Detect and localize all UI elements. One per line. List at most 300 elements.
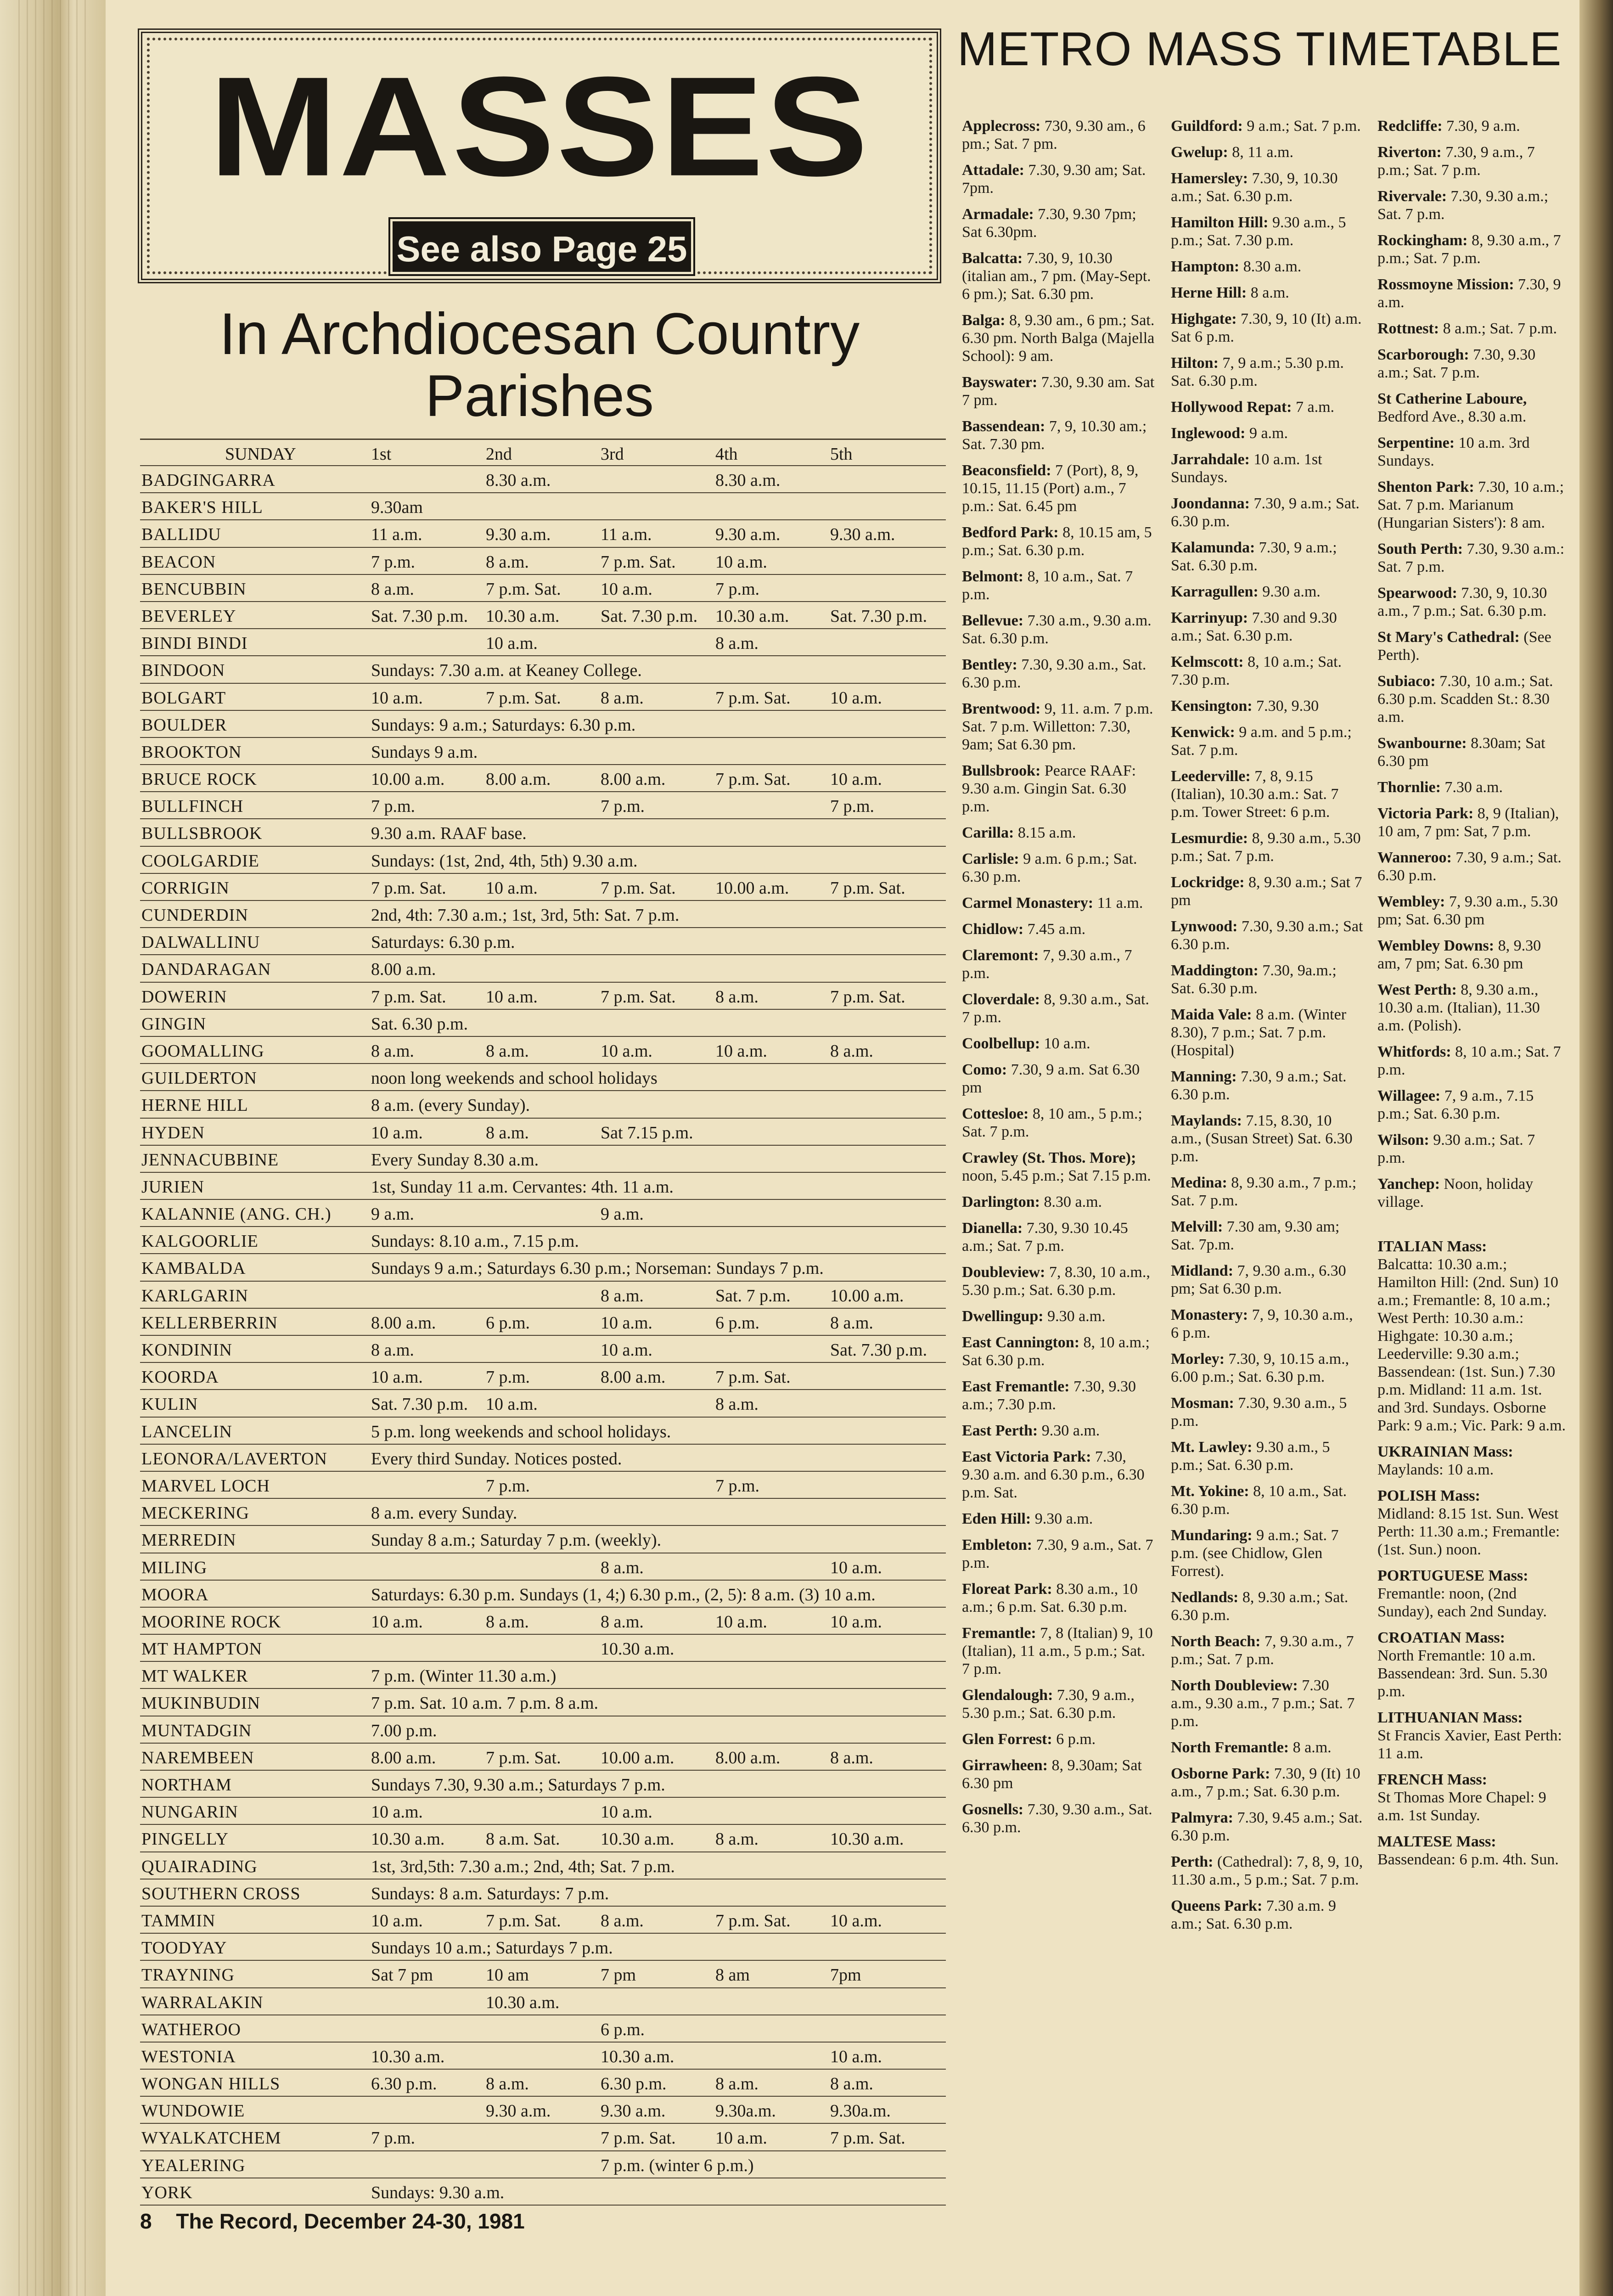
- mass-time-cell: 10 a.m.: [715, 2128, 767, 2148]
- parish-label: North Doubleview:: [1171, 1677, 1298, 1694]
- parish-times: 7.30 a.m. 9 a.m.; Sat. 6.30 p.m.: [1171, 1897, 1336, 1932]
- mass-time-cell: Sat. 7.30 p.m.: [830, 1340, 927, 1360]
- parish-name: MUKINBUDIN: [141, 1694, 261, 1713]
- mass-times: Sundays 9 a.m.; Saturdays 6.30 p.m.; Norseman: Sundays 7 p.m.: [371, 1259, 824, 1278]
- language-mass-block: [1377, 1629, 1566, 1700]
- parish-name: BEACON: [141, 552, 216, 572]
- mass-time-cell: 10 a.m.: [830, 1911, 882, 1930]
- parish-label: Bellevue:: [962, 612, 1024, 629]
- mass-time-cell: 7 p.m.: [715, 579, 760, 599]
- book-binding: [0, 0, 106, 2296]
- parish-label: Belmont:: [962, 568, 1024, 585]
- parish-name: DOWERIN: [141, 987, 227, 1007]
- metro-entry: [1377, 1175, 1566, 1211]
- metro-entry: [1377, 1043, 1566, 1079]
- parish-times: 8 a.m.: [1293, 1739, 1332, 1756]
- language-mass-block: [1377, 1487, 1566, 1559]
- mass-time-cell: 8 a.m.: [715, 1829, 759, 1849]
- metro-entry: [962, 894, 1155, 912]
- metro-entry: [1171, 1174, 1364, 1210]
- language-mass-block: [1377, 1771, 1566, 1824]
- language-mass-heading: CROATIAN Mass:: [1377, 1629, 1505, 1646]
- parish-times: 9.30 a.m.: [1262, 583, 1321, 600]
- metro-entry: [962, 161, 1155, 197]
- metro-entry: [1171, 1739, 1364, 1756]
- table-row: [140, 1608, 946, 1635]
- language-mass-heading: ITALIAN Mass:: [1377, 1238, 1487, 1255]
- parish-label: Cloverdale:: [962, 991, 1040, 1008]
- table-row: [140, 1771, 946, 1798]
- metro-entry: [1171, 1632, 1364, 1668]
- mass-time-cell: 7 p.m.: [715, 1476, 760, 1496]
- metro-entry: [1171, 1112, 1364, 1165]
- parish-name: NORTHAM: [141, 1775, 232, 1795]
- parish-name: YEALERING: [141, 2155, 246, 2175]
- metro-entry: [962, 762, 1155, 816]
- metro-entry: [1171, 1588, 1364, 1624]
- metro-entry: [962, 311, 1155, 365]
- parish-label: Karragullen:: [1171, 583, 1259, 600]
- parish-label: Armadale:: [962, 206, 1034, 223]
- column-header: 3rd: [601, 445, 624, 464]
- metro-entry: [1377, 805, 1566, 840]
- parish-name: JURIEN: [141, 1177, 204, 1197]
- parish-times: 10 a.m. 3rd Sundays.: [1377, 434, 1530, 469]
- table-row: [140, 928, 946, 955]
- mass-times: 9.30 a.m. RAAF base.: [371, 824, 527, 844]
- metro-entry: [1377, 434, 1566, 470]
- parish-times: 8, 10 am., 5 p.m.; Sat. 7 p.m.: [962, 1105, 1142, 1140]
- parish-times: 8 a.m. (Winter 8.30), 7 p.m.; Sat. 7 p.m. (Hospital): [1171, 1006, 1347, 1059]
- metro-entry: [1171, 653, 1364, 689]
- table-row: [140, 466, 946, 493]
- parish-times: 7.30, 9 a.m.; Sat. 6.30 p.m.: [1171, 495, 1360, 530]
- mass-time-cell: 10 a.m.: [715, 1612, 767, 1632]
- parish-times: 9.30 a.m.: [1034, 1510, 1093, 1527]
- metro-entry: [962, 1334, 1155, 1369]
- mass-time-cell: 10 a.m.: [715, 1041, 767, 1061]
- metro-entry: [1377, 628, 1566, 664]
- mass-time-cell: 8.30 a.m.: [486, 471, 551, 490]
- mass-time-cell: 10.30 a.m.: [601, 1829, 674, 1849]
- parish-times: 11 a.m.: [1097, 895, 1143, 912]
- parish-times: 7.30, 9, 10.30 a.m., 7 p.m.; Sat. 6.30 p.m.: [1377, 585, 1547, 619]
- mass-time-cell: 10.00 a.m.: [601, 1748, 674, 1767]
- parish-label: Carilla:: [962, 824, 1014, 841]
- parish-label: Wembley:: [1377, 893, 1445, 910]
- table-row: [140, 1581, 946, 1608]
- table-row: [140, 1091, 946, 1118]
- metro-entry: [1171, 1262, 1364, 1298]
- parish-label: Floreat Park:: [962, 1581, 1052, 1598]
- parish-name: BULLFINCH: [141, 797, 244, 816]
- table-row: [140, 1553, 946, 1581]
- parish-times: 7.30, 9.30 a.m.; 7.30 p.m.: [962, 1378, 1136, 1413]
- language-mass-times: St Francis Xavier, East Perth: 11 a.m.: [1377, 1727, 1562, 1762]
- metro-entry: [1171, 1677, 1364, 1730]
- mass-time-cell: 7 p.m. Sat.: [601, 987, 676, 1007]
- parish-name: MOORINE ROCK: [141, 1612, 281, 1632]
- parish-label: Mosman:: [1171, 1395, 1234, 1412]
- table-row: [140, 1336, 946, 1363]
- mass-time-cell: 9.30 a.m.: [830, 525, 895, 545]
- page-number: 8: [140, 2209, 152, 2233]
- parish-name: SOUTHERN CROSS: [141, 1884, 301, 1903]
- mass-time-cell: 9.30am: [371, 498, 423, 518]
- parish-label: Mt. Lawley:: [1171, 1439, 1253, 1456]
- metro-entry: [1171, 117, 1364, 135]
- parish-label: Thornlie:: [1377, 779, 1441, 796]
- parish-times: 9, 11. a.m. 7 p.m. Sat. 7 p.m. Willetton: 7.30, 9am; Sat 6.30 pm.: [962, 700, 1153, 753]
- table-row: [140, 1744, 946, 1771]
- mass-times: Sunday 8 a.m.; Saturday 7 p.m. (weekly).: [371, 1531, 662, 1550]
- table-row: [140, 629, 946, 656]
- metro-entry: [962, 568, 1155, 603]
- parish-name: KULIN: [141, 1395, 198, 1414]
- mass-time-cell: 10 a.m.: [601, 579, 652, 599]
- mass-time-cell: Sat. 7.30 p.m.: [830, 606, 927, 626]
- mass-times: Every Sunday 8.30 a.m.: [371, 1150, 539, 1170]
- metro-entry: [1171, 284, 1364, 302]
- parish-times: 7.30, 9.30 a.m. and 6.30 p.m., 6.30 p.m. Sat.: [962, 1448, 1145, 1501]
- parish-times: 9 a.m.; Sat. 7 p.m.: [1247, 118, 1361, 135]
- parish-name: CUNDERDIN: [141, 906, 248, 925]
- parish-times: 7.30, 9.30 7pm; Sat 6.30pm.: [962, 206, 1136, 241]
- table-row: [140, 684, 946, 711]
- metro-entry: [962, 1756, 1155, 1792]
- parish-times: 7, 8.30, 10 a.m., 5.30 p.m.; Sat. 6.30 p.m.: [962, 1264, 1150, 1299]
- parish-label: Leederville:: [1171, 768, 1251, 785]
- mass-times: 2nd, 4th: 7.30 a.m.; 1st, 3rd, 5th: Sat. 7 p.m.: [371, 906, 680, 925]
- table-row: [140, 1445, 946, 1472]
- parish-times: 7.30 am, 9.30 am; Sat. 7p.m.: [1171, 1218, 1340, 1253]
- parish-label: Herne Hill:: [1171, 284, 1247, 301]
- table-row: [140, 874, 946, 901]
- parish-times: 8, 9.30am; Sat 6.30 pm: [962, 1757, 1142, 1792]
- mass-time-cell: 7 p.m. (winter 6 p.m.): [601, 2155, 754, 2175]
- metro-entry: [1377, 231, 1566, 267]
- parish-label: North Fremantle:: [1171, 1739, 1289, 1756]
- mass-time-cell: 9.30 a.m.: [715, 525, 781, 545]
- mass-time-cell: 8 a.m.: [601, 1612, 644, 1632]
- parish-label: Embleton:: [962, 1536, 1032, 1553]
- parish-times: 8, 9.30 a.m., Sat. 7 p.m.: [962, 991, 1149, 1026]
- table-row: [140, 1961, 946, 1988]
- mass-time-cell: 11 a.m.: [601, 525, 652, 545]
- masses-header-box: [138, 28, 941, 283]
- metro-entry: [962, 1307, 1155, 1325]
- parish-times: 9 a.m. and 5 p.m.; Sat. 7 p.m.: [1171, 724, 1352, 759]
- language-mass-heading: PORTUGUESE Mass:: [1377, 1567, 1529, 1584]
- metro-entry: [1377, 117, 1566, 135]
- parish-label: Bullsbrook:: [962, 762, 1041, 779]
- parish-label: Maida Vale:: [1171, 1006, 1252, 1023]
- language-mass-times: Balcatta: 10.30 a.m.; Hamilton Hill: (2nd. Sun) 10 a.m.; Fremantle: 8, 10 a.m.; West Perth: 10.30 a.m.: Highgate: 10.30 a.m.; Leederville: 9.30 a.m.; Bassendean: (1st. Sun.) 7.30 p.m. Midland: 11 a.m. 1st. and 3rd. Sundays. Osborne Park: 9 a.m.; Vic. Park: 9 a.m.: [1377, 1256, 1566, 1434]
- parish-name: KAMBALDA: [141, 1259, 246, 1278]
- parish-name: NAREMBEEN: [141, 1748, 254, 1767]
- parish-times: 7.30, 9a.m.; Sat. 6.30 p.m.: [1171, 962, 1337, 997]
- parish-name: DALWALLINU: [141, 933, 260, 952]
- metro-entry: [962, 990, 1155, 1026]
- parish-label: Lynwood:: [1171, 918, 1238, 935]
- language-mass-times: North Fremantle: 10 a.m. Bassendean: 3rd. Sun. 5.30 p.m.: [1377, 1647, 1548, 1700]
- parish-name: NUNGARIN: [141, 1802, 238, 1822]
- parish-label: St Catherine Laboure,: [1377, 390, 1527, 407]
- parish-times: 9 a.m. 6 p.m.; Sat. 6.30 p.m.: [962, 850, 1137, 885]
- mass-time-cell: 7 p.m. Sat.: [830, 878, 905, 898]
- parish-times: 7.30, 9 a.m.; Sat. 6.30 p.m.: [1377, 849, 1562, 884]
- parish-label: Glen Forrest:: [962, 1731, 1052, 1748]
- mass-times: Sundays 7.30, 9.30 a.m.; Saturdays 7 p.m.: [371, 1775, 665, 1795]
- parish-label: Highgate:: [1171, 310, 1237, 327]
- parish-label: Willagee:: [1377, 1087, 1441, 1104]
- parish-times: noon, 5.45 p.m.; Sat 7.15 p.m.: [962, 1167, 1151, 1184]
- parish-label: Hilton:: [1171, 355, 1219, 371]
- mass-time-cell: 10 a.m.: [486, 1395, 538, 1414]
- language-mass-heading: UKRAINIAN Mass:: [1377, 1443, 1513, 1460]
- parish-label: Brentwood:: [962, 700, 1041, 717]
- parish-times: 7.30, 9.30 a.m.; Sat. 7 p.m.: [1377, 188, 1549, 223]
- metro-entry: [1171, 917, 1364, 953]
- column-header: 2nd: [486, 445, 512, 464]
- parish-name: MILING: [141, 1558, 208, 1577]
- column-header: 4th: [715, 445, 738, 464]
- metro-entry: [1171, 1068, 1364, 1103]
- mass-time-cell: 6 p.m.: [486, 1313, 530, 1333]
- parish-times: 7.30, 9.30 a.m., Sat. 6.30 p.m.: [962, 656, 1147, 691]
- parish-times: 7.30, 9.30 a.m.; Sat 6.30 p.m.: [1171, 918, 1363, 953]
- metro-entry: [962, 1149, 1155, 1185]
- parish-label: Rockingham:: [1377, 232, 1468, 249]
- metro-entry: [1171, 495, 1364, 530]
- table-row: [140, 575, 946, 602]
- parish-label: Rivervale:: [1377, 188, 1447, 205]
- mass-time-cell: 9.30a.m.: [715, 2101, 776, 2121]
- mass-time-cell: 8 a.m.: [371, 1041, 414, 1061]
- parish-label: Kenwick:: [1171, 724, 1235, 741]
- parish-times: Pearce RAAF: 9.30 a.m. Gingin Sat. 6.30 p.m.: [962, 762, 1136, 815]
- table-row: [140, 1227, 946, 1254]
- parish-label: Hampton:: [1171, 258, 1240, 275]
- table-row: [140, 493, 946, 520]
- metro-entry: [1171, 214, 1364, 249]
- table-row: [140, 1146, 946, 1173]
- metro-entry: [1377, 584, 1566, 620]
- table-row: [140, 1200, 946, 1227]
- mass-time-cell: 8.00 a.m.: [371, 1313, 436, 1333]
- mass-time-cell: 8.00 a.m.: [715, 1748, 781, 1767]
- column-header: SUNDAY: [225, 445, 296, 464]
- language-mass-times: Maylands: 10 a.m.: [1377, 1461, 1494, 1478]
- parish-name: MT WALKER: [141, 1666, 248, 1686]
- parish-label: Palmyra:: [1171, 1809, 1233, 1826]
- parish-label: Darlington:: [962, 1193, 1040, 1210]
- parish-name: WESTONIA: [141, 2047, 236, 2066]
- mass-time-cell: 10 a.m.: [371, 1367, 423, 1387]
- metro-entry: [1377, 893, 1566, 929]
- mass-time-cell: 10 a.m.: [486, 987, 538, 1007]
- table-row: [140, 1282, 946, 1309]
- parish-name: WONGAN HILLS: [141, 2074, 281, 2094]
- metro-entry: [1171, 1218, 1364, 1254]
- parish-label: Kelmscott:: [1171, 653, 1244, 670]
- parish-name: YORK: [141, 2183, 193, 2202]
- metro-entry: [962, 700, 1155, 754]
- mass-time-cell: 10.30 a.m.: [830, 1829, 904, 1849]
- parish-name: BOLGART: [141, 688, 226, 708]
- parish-times: 9 a.m.; Sat. 7 p.m. (see Chidlow, Glen Forrest).: [1171, 1527, 1339, 1580]
- mass-time-cell: 8 a.m.: [715, 2074, 759, 2094]
- parish-name: WATHEROO: [141, 2020, 241, 2039]
- parish-times: 7, 9.30 a.m., 7 p.m.; Sat. 7 p.m.: [1171, 1633, 1354, 1668]
- table-row: [140, 1689, 946, 1716]
- parish-label: Beaconsfield:: [962, 462, 1051, 479]
- mass-times: Sundays: 7.30 a.m. at Keaney College.: [371, 661, 642, 681]
- metro-entry: [1171, 583, 1364, 601]
- parish-name: MERREDIN: [141, 1531, 236, 1550]
- publication-line: The Record, December 24-30, 1981: [176, 2209, 525, 2233]
- mass-time-cell: 8 a.m.: [486, 552, 529, 572]
- metro-entry: [962, 850, 1155, 886]
- parish-name: COOLGARDIE: [141, 851, 259, 871]
- table-row: [140, 1173, 946, 1200]
- table-row: [140, 2124, 946, 2151]
- mass-time-cell: 10 a.m.: [371, 1612, 423, 1632]
- parish-name: HYDEN: [141, 1123, 205, 1142]
- mass-time-cell: 8 a.m.: [371, 1340, 414, 1360]
- parish-label: Riverton:: [1377, 144, 1442, 161]
- mass-time-cell: 7 p.m. Sat.: [486, 579, 561, 599]
- parish-label: West Perth:: [1377, 981, 1457, 998]
- mass-time-cell: 7 p.m. Sat.: [601, 878, 676, 898]
- language-mass-heading: FRENCH Mass:: [1377, 1771, 1487, 1788]
- metro-entry: [1171, 1809, 1364, 1845]
- parish-times: 8, 10 a.m.; Sat. 7.30 p.m.: [1171, 653, 1342, 688]
- parish-times: 7.30 a.m., 9.30 a.m., 7 p.m.; Sat. 7 p.m.: [1171, 1677, 1355, 1730]
- parish-times: 7, 9, 10.30 am.; Sat. 7.30 pm.: [962, 418, 1147, 453]
- mass-time-cell: 8.00 a.m.: [486, 770, 551, 789]
- mass-time-cell: 7 p.m.: [486, 1476, 530, 1496]
- page-edge: [1579, 0, 1613, 2296]
- parish-label: Balga:: [962, 312, 1006, 329]
- mass-times: Saturdays: 6.30 p.m. Sundays (1, 4;) 6.30 p.m., (2, 5): 8 a.m. (3) 10 a.m.: [371, 1585, 876, 1604]
- parish-table: [140, 439, 946, 2206]
- parish-name: TRAYNING: [141, 1965, 235, 1985]
- table-row: [140, 1363, 946, 1390]
- mass-time-cell: 8 a.m.: [486, 2074, 529, 2094]
- table-row: [140, 2178, 946, 2206]
- language-mass-block: [1377, 1567, 1566, 1621]
- parish-name: BOULDER: [141, 715, 227, 735]
- table-row: [140, 1635, 946, 1662]
- mass-time-cell: 8 a.m.: [371, 579, 414, 599]
- parish-label: East Fremantle:: [962, 1378, 1070, 1395]
- mass-time-cell: 10.30 a.m.: [601, 2047, 674, 2066]
- parish-name: LANCELIN: [141, 1422, 232, 1441]
- mass-time-cell: 10 a.m.: [601, 1340, 652, 1360]
- table-row: [140, 2043, 946, 2070]
- metro-entry: [962, 1061, 1155, 1097]
- table-row: [140, 1852, 946, 1880]
- parish-times: 7.30 a.m., 9.30 a.m. Sat. 6.30 p.m.: [962, 612, 1152, 647]
- mass-time-cell: 7 p.m. Sat.: [371, 878, 446, 898]
- parish-label: Inglewood:: [1171, 425, 1246, 442]
- mass-time-cell: 10.30 a.m.: [371, 2047, 445, 2066]
- parish-times: 7, 9 a.m., 7.15 p.m.; Sat. 6.30 p.m.: [1377, 1087, 1534, 1122]
- parish-label: Redcliffe:: [1377, 118, 1443, 135]
- parish-label: Attadale:: [962, 162, 1024, 179]
- metro-entry: [962, 1422, 1155, 1440]
- mass-time-cell: 10 a.m.: [486, 634, 538, 653]
- mass-time-cell: 7 p.m.: [371, 797, 416, 816]
- mass-time-cell: Sat. 7.30 p.m.: [371, 1395, 468, 1414]
- metro-entry: [1171, 169, 1364, 205]
- parish-label: Yanchep:: [1377, 1176, 1440, 1193]
- table-row: [140, 1662, 946, 1689]
- table-row: [140, 548, 946, 575]
- parish-times: 730, 9.30 am., 6 pm.; Sat. 7 pm.: [962, 118, 1146, 152]
- metro-entry: [962, 1448, 1155, 1502]
- parish-label: Victoria Park:: [1377, 805, 1474, 822]
- parish-label: Rossmoyne Mission:: [1377, 276, 1514, 293]
- parish-label: Subiaco:: [1377, 673, 1436, 690]
- parish-times: 9.30 a.m.: [1047, 1308, 1106, 1325]
- metro-entry: [962, 205, 1155, 241]
- metro-entry: [1377, 981, 1566, 1035]
- parish-times: 7.30, 9.30 a.m.: Sat. 7 p.m.: [1377, 540, 1565, 575]
- mass-time-cell: 8 a.m.: [830, 1748, 873, 1767]
- parish-times: 8, 9.30 am, 7 pm; Sat. 6.30 pm: [1377, 937, 1541, 972]
- mass-time-cell: 10.30 a.m.: [371, 1829, 445, 1849]
- mass-times: 5 p.m. long weekends and school holidays.: [371, 1422, 671, 1441]
- mass-time-cell: 10 a.m.: [715, 552, 767, 572]
- parish-name: KELLERBERRIN: [141, 1313, 278, 1333]
- parish-times: 8.30am; Sat 6.30 pm: [1377, 735, 1546, 770]
- parish-times: 8, 9.30 am., 6 pm.; Sat. 6.30 pm. North Balga (Majella School): 9 am.: [962, 312, 1155, 365]
- mass-time-cell: 7 p.m.: [371, 2128, 416, 2148]
- metro-entry: [1171, 1438, 1364, 1474]
- table-row: [140, 1716, 946, 1744]
- mass-time-cell: 7 p.m. Sat.: [715, 1911, 791, 1930]
- parish-times: 7.30, 9 a.m.: [1446, 118, 1520, 135]
- parish-label: Melvill:: [1171, 1218, 1223, 1235]
- table-row: [140, 1418, 946, 1445]
- parish-times: 7, 9 a.m.; 5.30 p.m. Sat. 6.30 p.m.: [1171, 355, 1344, 389]
- parish-times: 7.30, 9.30 10.45 a.m.; Sat. 7 p.m.: [962, 1220, 1128, 1255]
- language-mass-heading: LITHUANIAN Mass:: [1377, 1709, 1523, 1726]
- metro-column-2: [1171, 117, 1364, 1941]
- parish-label: East Perth:: [962, 1422, 1038, 1439]
- mass-time-cell: 8.00 a.m.: [371, 1748, 436, 1767]
- metro-entry: [1171, 1350, 1364, 1386]
- parish-times: 7.30, 9 a.m.; Sat. 6.30 p.m.: [1171, 539, 1337, 574]
- column-header: 5th: [830, 445, 853, 464]
- parish-label: Bayswater:: [962, 374, 1038, 391]
- mass-times: Sundays: 9 a.m.; Saturdays: 6.30 p.m.: [371, 715, 636, 735]
- table-row: [140, 1907, 946, 1934]
- parish-name: MT HAMPTON: [141, 1639, 263, 1659]
- mass-time-cell: 10.30 a.m.: [601, 1639, 674, 1659]
- language-mass-block: [1377, 1443, 1566, 1479]
- metro-entry: [962, 373, 1155, 409]
- metro-entry: [1377, 1087, 1566, 1123]
- parish-name: DANDARAGAN: [141, 960, 271, 979]
- mass-time-cell: 7 p.m. Sat.: [601, 552, 676, 572]
- parish-name: LEONORA/LAVERTON: [141, 1449, 327, 1469]
- parish-times: 7.30, 9 (It) 10 a.m., 7 p.m.; Sat. 6.30 p.m.: [1171, 1765, 1360, 1800]
- mass-time-cell: Sat 7.15 p.m.: [601, 1123, 693, 1142]
- table-row: [140, 1119, 946, 1146]
